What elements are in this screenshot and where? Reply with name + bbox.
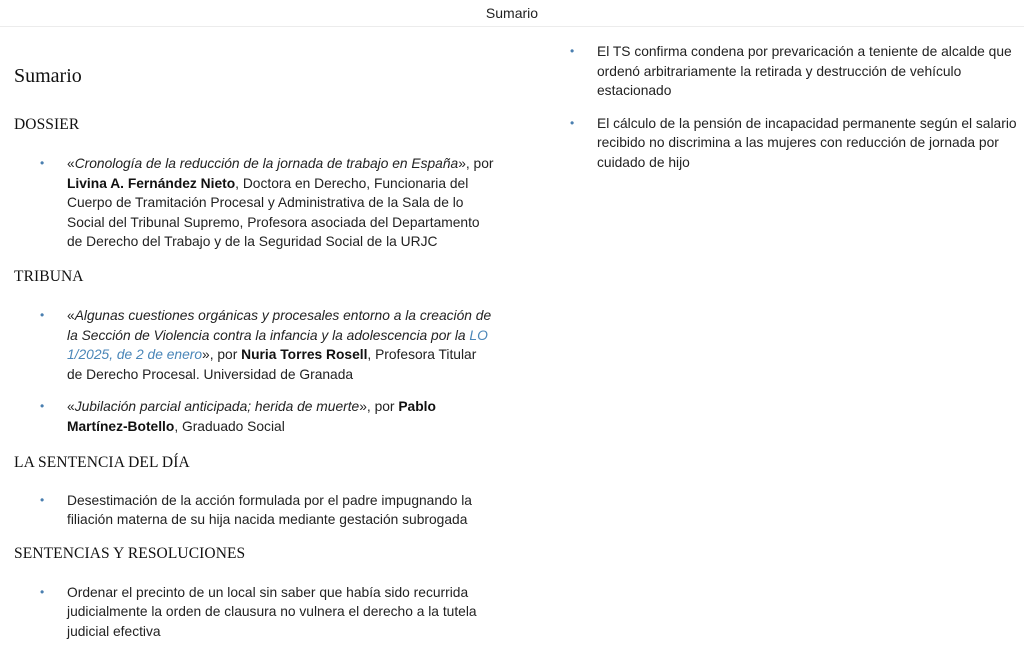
top-bar [0, 0, 1024, 27]
list-item [14, 154, 494, 252]
by-text: », por [359, 399, 399, 415]
list-item [14, 397, 494, 436]
sentencia-dia-list [14, 491, 494, 530]
section-title-dossier: DOSSIER [14, 116, 80, 133]
bullet-icon: • [40, 156, 45, 170]
list-item[interactable] [560, 42, 1020, 101]
bullet-icon: • [570, 115, 575, 130]
quote-open: « [67, 399, 75, 415]
law-link[interactable]: LO 1/2025, de 2 de enero [67, 327, 488, 363]
page-title: Sumario [14, 65, 82, 87]
sentencias-list-continued [560, 42, 1020, 173]
quote-open: « [67, 307, 75, 323]
bullet-icon: • [570, 44, 575, 58]
article-title[interactable]: Cronología de la reducción de la jornada de trabajo en España [74, 156, 459, 171]
quote-open: « [67, 156, 75, 171]
summary-right-column [560, 42, 1020, 173]
list-item [14, 306, 494, 384]
item-text[interactable]: Desestimación de la acción formulada por el padre impugnando la filiación materna de su hija nacida mediante gestación subrogada [67, 492, 472, 528]
section-title-sentencia-del-dia: LA SENTENCIA DEL DÍA [14, 453, 190, 471]
author-name: Pablo Martínez-Botello [67, 399, 436, 434]
author-affiliation: , Doctora en Derecho, Funcionaria del Cuerpo de Tramitación Procesal y Administrativa de la Sala de lo Social del Tribunal Supremo, Profesora asociada del Departamento de Derecho del Trabajo y de la Seguridad Social de la URJC [67, 175, 480, 250]
bullet-icon: • [40, 584, 45, 599]
list-item[interactable] [14, 491, 494, 530]
dossier-list [14, 154, 494, 252]
article-title[interactable]: Algunas cuestiones orgánicas y procesales entorno a la creación de la Sección de Violencia contra la infancia y la adolescencia por la [67, 307, 492, 343]
list-item[interactable] [560, 114, 1020, 173]
by-text: », por [458, 156, 494, 171]
bullet-icon: • [40, 399, 45, 414]
section-title-tribuna: TRIBUNA [14, 267, 84, 285]
author-affiliation: , Profesora Titular de Derecho Procesal. Universidad de Granada [67, 347, 477, 382]
bullet-icon: • [40, 307, 45, 322]
item-text[interactable]: Ordenar el precinto de un local sin saber que había sido recurrida judicialmente la orden de clausura no vulnera el derecho a la tutela judicial efectiva [67, 584, 477, 639]
tribuna-list [14, 306, 494, 437]
summary-left-column [14, 62, 494, 642]
top-bar-title: Sumario [485, 5, 539, 21]
list-item[interactable] [14, 583, 494, 642]
sentencias-list [14, 583, 494, 642]
item-text[interactable]: El TS confirma condena por prevaricación a teniente de alcalde que ordenó arbitrariamente la retirada y destrucción de vehículo estacionado [597, 44, 1012, 99]
by-text: », por [202, 347, 242, 363]
author-affiliation: , Graduado Social [174, 418, 285, 434]
bullet-icon: • [40, 492, 45, 507]
author-name: Nuria Torres Rosell [241, 347, 368, 363]
item-text[interactable]: El cálculo de la pensión de incapacidad permanente según el salario recibido no discrimina a las mujeres con reducción de jornada por cuidado de hijo [597, 115, 1017, 170]
section-title-sentencias: SENTENCIAS Y RESOLUCIONES [14, 544, 246, 562]
article-title[interactable]: Jubilación parcial anticipada; herida de muerte [74, 399, 360, 415]
author-name: Livina A. Fernández Nieto [67, 175, 236, 191]
